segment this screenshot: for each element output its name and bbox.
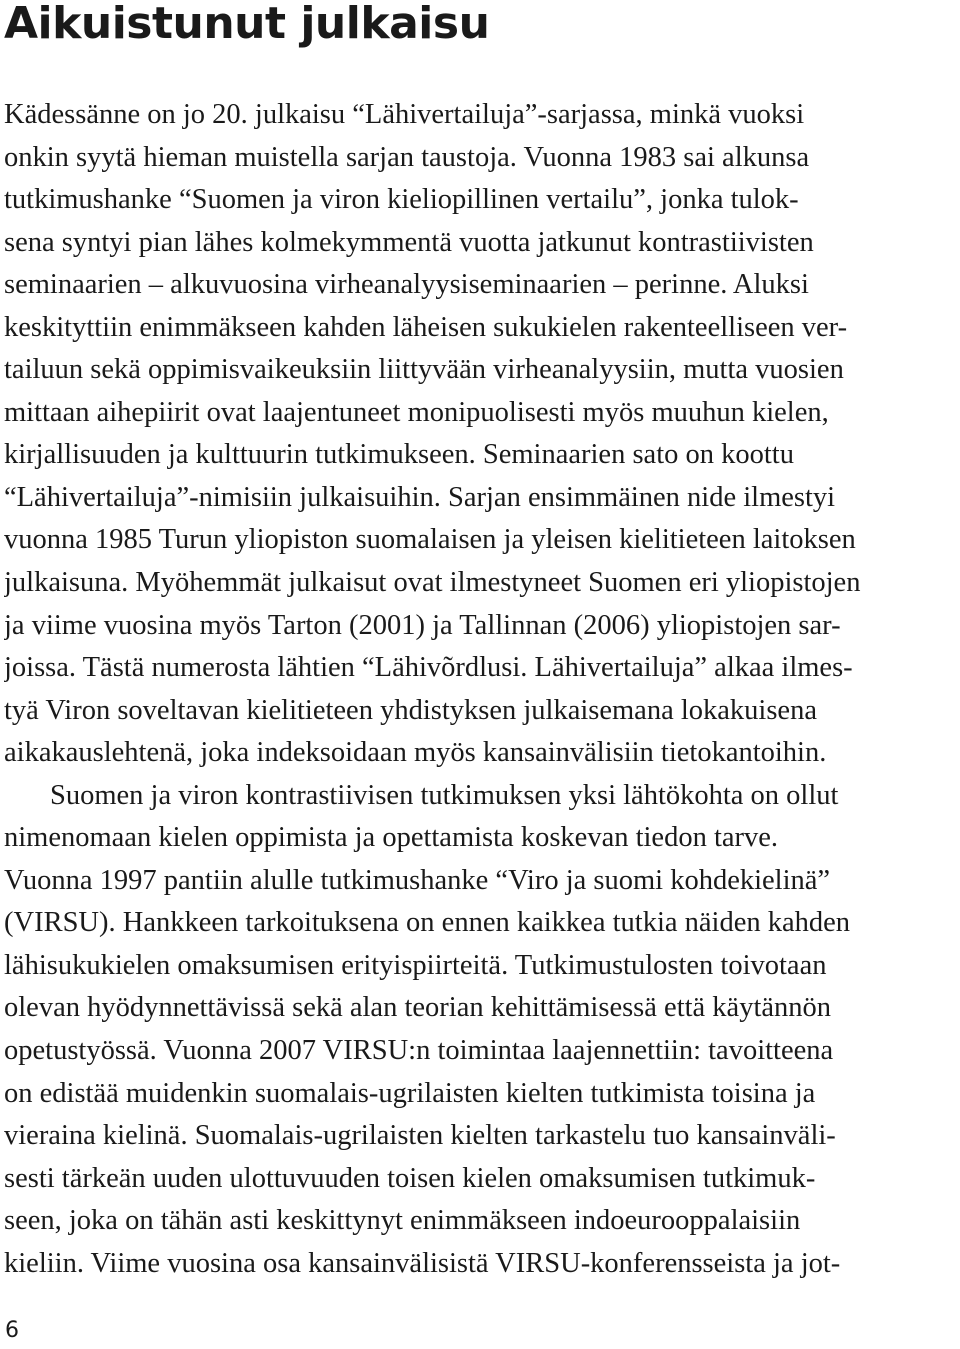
text-line: on edistää muidenkin suomalais-ugrilaisten kielten tutkimista toisina ja	[4, 1077, 816, 1109]
text-line: “Lähivertailuja”-nimisiin julkaisuihin. Sarjan ensimmäinen nide ilmestyi	[4, 481, 836, 513]
paragraph	[4, 775, 956, 1286]
text-line: joissa. Tästä numerosta lähtien “Lähivõrdlusi. Lähivertailuja” alkaa ilmes-	[4, 652, 853, 684]
text-line: keskityttiin enimmäkseen kahden läheisen sukukielen rakenteelliseen ver-	[4, 311, 848, 343]
body-text	[4, 94, 956, 1285]
text-line: lähisukukielen omaksumisen erityispiirteitä. Tutkimustulosten toivotaan	[4, 949, 827, 981]
text-line: nimenomaan kielen oppimista ja opettamista koskevan tiedon tarve.	[4, 822, 779, 854]
text-line: vieraina kielinä. Suomalais-ugrilaisten kielten tarkastelu tuo kansainväli-	[4, 1120, 836, 1152]
text-line: tyä Viron soveltavan kielitieteen yhdistyksen julkaisemana lokakuisena	[4, 694, 817, 726]
text-line: ja viime vuosina myös Tarton (2001) ja Tallinnan (2006) yliopistojen sar-	[4, 609, 841, 641]
text-line: tutkimushanke “Suomen ja viron kieliopillinen vertailu”, jonka tulok-	[4, 184, 799, 216]
text-line: Suomen ja viron kontrastiivisen tutkimuksen yksi lähtökohta on ollut	[50, 779, 839, 811]
text-line: Kädessänne on jo 20. julkaisu “Lähivertailuja”-sarjassa, minkä vuoksi	[4, 99, 805, 130]
text-line: aikakauslehtenä, joka indeksoidaan myös kansainvälisiin tietokantoihin.	[4, 737, 827, 769]
page-title: Aikuistunut julkaisu	[4, 0, 490, 49]
text-line: mittaan aihepiirit ovat laajentuneet monipuolisesti myös muuhun kielen,	[4, 396, 829, 428]
text-line: seminaarien – alkuvuosina virheanalyysiseminaarien – perinne. Aluksi	[4, 269, 809, 301]
text-line: julkaisuna. Myöhemmät julkaisut ovat ilmestyneet Suomen eri yliopistojen	[4, 567, 861, 599]
text-line: kieliin. Viime vuosina osa kansainvälisistä VIRSU-konferensseista ja jot-	[4, 1247, 841, 1279]
text-line: olevan hyödynnettävissä sekä alan teorian kehittämisessä että käytännön	[4, 992, 832, 1024]
text-line: opetustyössä. Vuonna 2007 VIRSU:n toimintaa laajennettiin: tavoitteena	[4, 1035, 834, 1067]
text-line: (VIRSU). Hankkeen tarkoituksena on ennen kaikkea tutkia näiden kahden	[4, 907, 851, 939]
text-line: seen, joka on tähän asti keskittynyt enimmäkseen indoeurooppalaisiin	[4, 1205, 801, 1237]
page-number: 6	[5, 1318, 19, 1343]
paragraph	[4, 94, 956, 775]
text-line: onkin syytä hieman muistella sarjan taustoja. Vuonna 1983 sai alkunsa	[4, 141, 810, 173]
text-line: sena syntyi pian lähes kolmekymmentä vuotta jatkunut kontrastiivisten	[4, 226, 814, 258]
text-line: tailuun sekä oppimisvaikeuksiin liittyvään virheanalyysiin, mutta vuosien	[4, 354, 844, 386]
text-line: vuonna 1985 Turun yliopiston suomalaisen ja yleisen kielitieteen laitoksen	[4, 524, 856, 556]
text-line: sesti tärkeän uuden ulottuvuuden toisen kielen omaksumisen tutkimuk-	[4, 1162, 816, 1194]
text-line: Vuonna 1997 pantiin alulle tutkimushanke “Viro ja suomi kohdekielinä”	[4, 864, 831, 896]
text-line: kirjallisuuden ja kulttuurin tutkimukseen. Seminaarien sato on koottu	[4, 439, 794, 471]
